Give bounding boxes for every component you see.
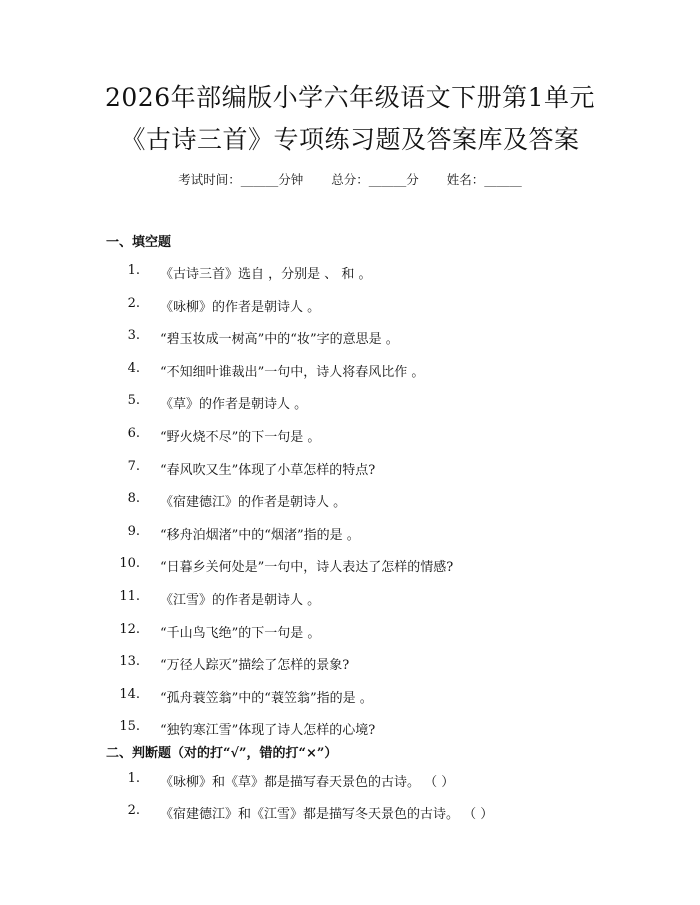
student-name-label: 姓名：______ — [446, 172, 522, 187]
question-number: 5. — [127, 393, 140, 409]
document-title-line-2: 《古诗三首》专项练习题及答案库及答案 — [120, 125, 580, 154]
question-text: “万径人踪灭”描绘了怎样的景象? — [160, 658, 350, 674]
question-text: “野火烧不尽”的下一句是 。 — [160, 430, 321, 445]
section-heading-true-false: 二、判断题（对的打“√”，错的打“×”） — [106, 746, 338, 761]
section-heading-fill-in-blank: 一、填空题 — [106, 235, 172, 250]
question-text: “独钓寒江雪”体现了诗人怎样的心境? — [160, 723, 376, 739]
question-number: 11. — [119, 589, 140, 604]
question-text: 《咏柳》的作者是朝诗人 。 — [160, 299, 321, 315]
question-text: “日暮乡关何处是”一句中，诗人表达了怎样的情感? — [160, 560, 454, 576]
question-number: 9. — [127, 523, 140, 539]
question-text: 《宿建德江》和《江雪》都是描写冬天景色的古诗。 （ ） — [160, 807, 494, 822]
question-text: “春风吹又生”体现了小草怎样的特点? — [160, 462, 376, 478]
question-text: 《咏柳》和《草》都是描写春天景色的古诗。 （ ） — [160, 775, 455, 790]
question-text: 《草》的作者是朝诗人 。 — [160, 397, 308, 413]
question-text: 《宿建德江》的作者是朝诗人 。 — [160, 495, 347, 511]
question-number: 2. — [127, 295, 140, 311]
question-text: 《江雪》的作者是朝诗人 。 — [160, 593, 321, 608]
question-number: 4. — [127, 360, 140, 376]
question-number: 1. — [127, 771, 140, 786]
question-number: 2. — [127, 803, 140, 818]
question-text: “千山鸟飞绝”的下一句是 。 — [160, 625, 321, 641]
question-text: “孤舟蓑笠翁”中的“蓑笠翁”指的是 。 — [160, 690, 373, 706]
total-score-label: 总分：______分 — [331, 172, 419, 187]
question-number: 6. — [127, 426, 140, 441]
question-number: 14. — [119, 686, 140, 702]
question-number: 1. — [127, 263, 140, 278]
question-number: 12. — [119, 621, 140, 637]
question-number: 10. — [119, 556, 140, 572]
question-number: 7. — [127, 458, 140, 474]
question-number: 3. — [127, 328, 140, 344]
question-number: 15. — [119, 719, 140, 735]
question-number: 13. — [119, 654, 140, 670]
question-text: 《古诗三首》选自 ，分别是 、 和 。 — [160, 267, 372, 282]
exam-time-label: 考试时间：______分钟 — [178, 172, 304, 187]
question-text: “移舟泊烟渚”中的“烟渚”指的是 。 — [160, 527, 360, 543]
exam-meta — [0, 170, 700, 188]
question-text: “碧玉妆成一树高”中的“妆”字的意思是 。 — [160, 332, 399, 348]
document-title-line-1: 2026年部编版小学六年级语文下册第1单元 — [104, 83, 596, 112]
question-number: 8. — [127, 491, 140, 507]
question-text: “不知细叶谁裁出”一句中，诗人将春风比作 。 — [160, 364, 425, 380]
